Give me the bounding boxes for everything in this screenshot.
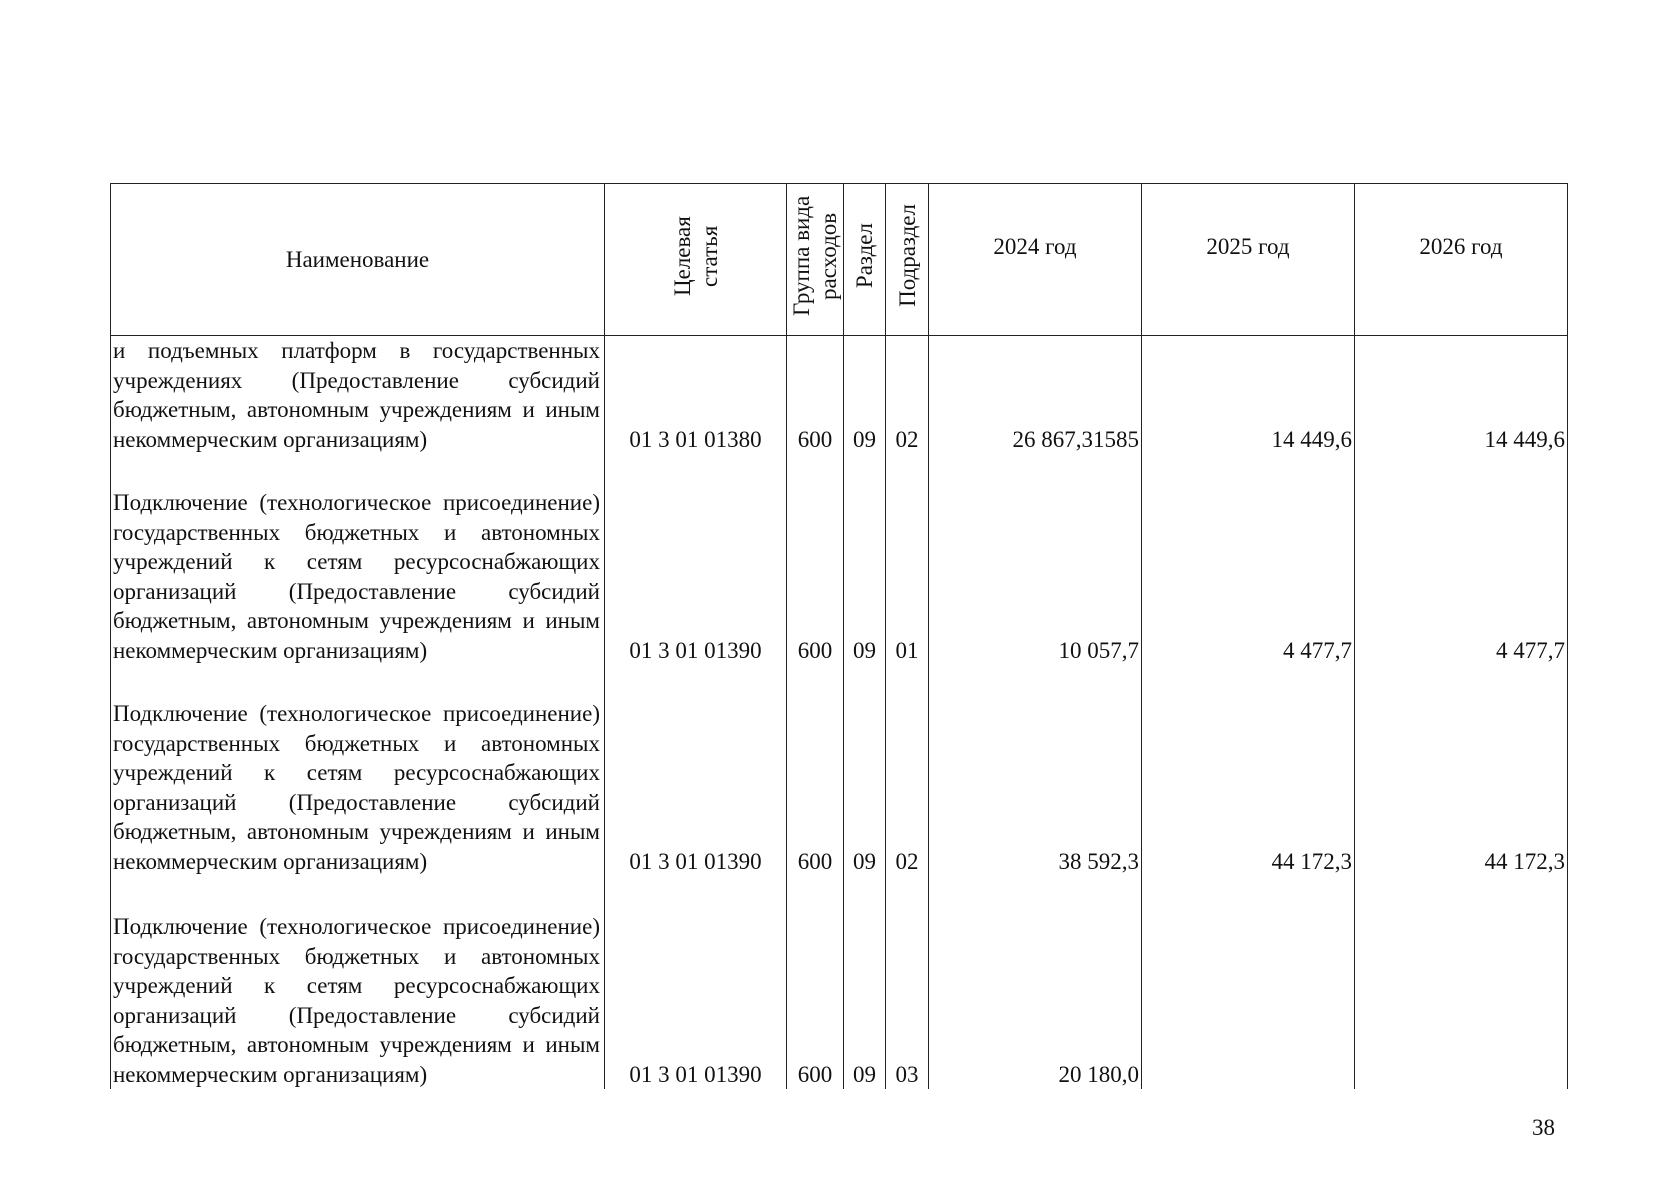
row-amount-2026: [1355, 876, 1568, 1089]
row-expense-group: 600: [787, 336, 844, 455]
row-amount-2026: 14 449,6: [1355, 336, 1568, 455]
header-expense-group: [787, 184, 844, 336]
table-header-row: [111, 184, 1568, 336]
header-name: Наименование: [111, 184, 605, 336]
header-subsection-label: Подраздел: [894, 204, 920, 308]
row-subsection: 02: [886, 336, 929, 455]
page-number: 38: [1532, 1115, 1555, 1140]
row-target-article: 01 3 01 01390: [605, 665, 787, 876]
row-name: Подключение (технологическое присоединение) государственных бюджетных и автономных учреждений к сетям ресурсоснабжающих организаций (Предоставление субсидий бюджетным, автономным учреждениям и иным некоммерческим организациям): [111, 454, 605, 665]
row-section: 09: [844, 876, 886, 1089]
row-amount-2025: [1142, 876, 1355, 1089]
table-row: [111, 454, 1568, 665]
row-amount-2025: 4 477,7: [1142, 454, 1355, 665]
row-section: 09: [844, 336, 886, 455]
row-name: и подъемных платформ в государственных учреждениях (Предоставление субсидий бюджетным, автономным учреждениям и иным некоммерческим организациям): [111, 336, 605, 455]
header-section: [844, 184, 886, 336]
row-name: Подключение (технологическое присоединение) государственных бюджетных и автономных учреждений к сетям ресурсоснабжающих организаций (Предоставление субсидий бюджетным, автономным учреждениям и иным некоммерческим организациям): [111, 876, 605, 1089]
row-amount-2026: 4 477,7: [1355, 454, 1568, 665]
row-amount-2024: 10 057,7: [929, 454, 1142, 665]
row-name: Подключение (технологическое присоединение) государственных бюджетных и автономных учреждений к сетям ресурсоснабжающих организаций (Предоставление субсидий бюджетным, автономным учреждениям и иным некоммерческим организациям): [111, 665, 605, 876]
row-expense-group: 600: [787, 454, 844, 665]
row-target-article: 01 3 01 01390: [605, 876, 787, 1089]
row-section: 09: [844, 454, 886, 665]
row-target-article: 01 3 01 01380: [605, 336, 787, 455]
header-section-label: Раздел: [852, 223, 877, 289]
row-amount-2026: 44 172,3: [1355, 665, 1568, 876]
header-target-article-label: Целевая статья: [669, 215, 722, 296]
header-subsection: [886, 184, 929, 336]
row-subsection: 01: [886, 454, 929, 665]
row-section: 09: [844, 665, 886, 876]
table-row: [111, 336, 1568, 455]
header-2025: 2025 год: [1142, 184, 1355, 336]
row-amount-2024: 38 592,3: [929, 665, 1142, 876]
row-expense-group: 600: [787, 665, 844, 876]
row-amount-2024: 26 867,31585: [929, 336, 1142, 455]
row-subsection: 02: [886, 665, 929, 876]
row-subsection: 03: [886, 876, 929, 1089]
row-expense-group: 600: [787, 876, 844, 1089]
table-row: [111, 665, 1568, 876]
table-row: [111, 876, 1568, 1089]
header-2026: 2026 год: [1355, 184, 1568, 336]
row-target-article: 01 3 01 01390: [605, 454, 787, 665]
row-amount-2024: 20 180,0: [929, 876, 1142, 1089]
row-amount-2025: 14 449,6: [1142, 336, 1355, 455]
row-amount-2025: 44 172,3: [1142, 665, 1355, 876]
header-2024: 2024 год: [929, 184, 1142, 336]
header-expense-group-label: Группа вида расходов: [789, 195, 841, 316]
header-target-article: [605, 184, 787, 336]
budget-table: [110, 183, 1568, 1089]
